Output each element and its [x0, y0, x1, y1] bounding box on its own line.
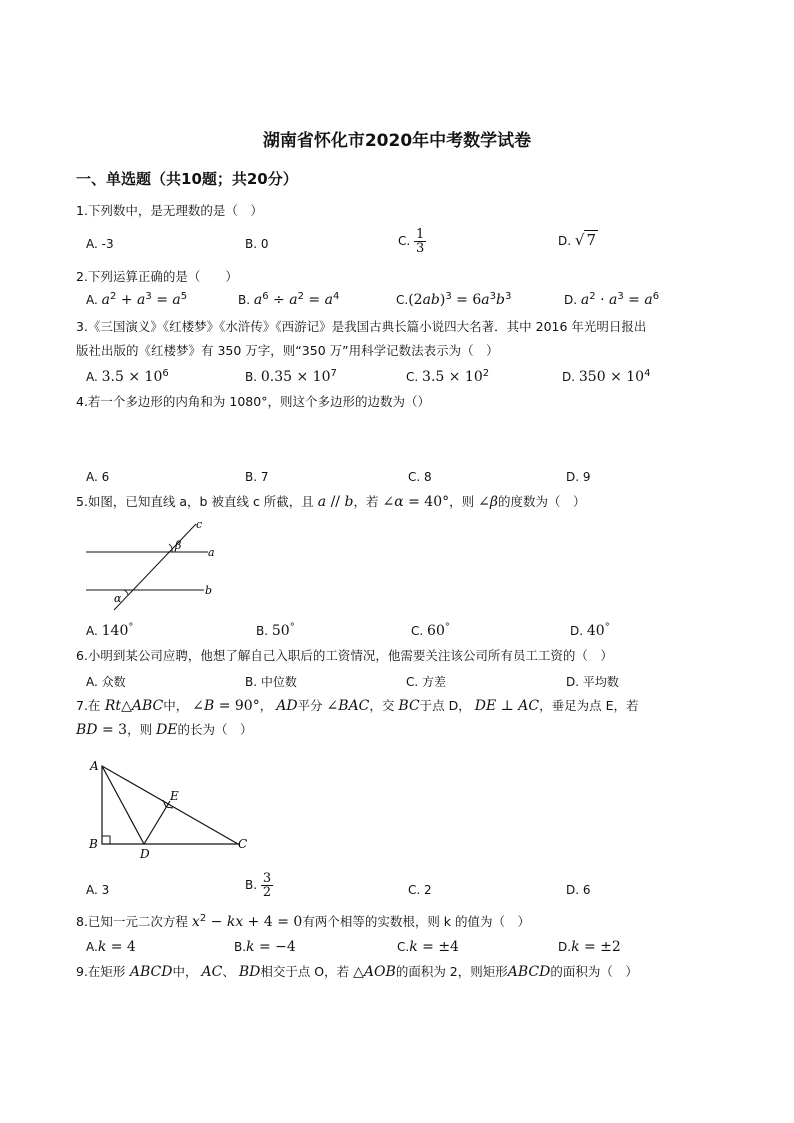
q1-option-a: A. -3	[86, 237, 114, 251]
q1-option-c	[398, 228, 426, 255]
question-9-stem: 9.在矩形 ABCD中， AC、 BD相交于点 O，若 △AOB的面积为 2，则矩形ABCD的面积为（ ）	[76, 964, 638, 980]
q7-option-d: D. 6	[566, 883, 591, 897]
q2-option-c: $C.(2ab)^3 = 6a^3b^3$	[396, 291, 512, 308]
question-8-stem: 8.已知一元二次方程 $x^2$ − kx + 4 = 0有两个相等的实数根，则 k 的值为（ ）	[76, 912, 530, 930]
fraction: $\frac{1}{3}$	[416, 227, 425, 256]
question-2-stem: 2.下列运算正确的是（ ）	[76, 269, 238, 284]
question-5-stem: 5.如图，已知直线 a，b 被直线 c 所截，且 a // b，若 ∠α = 40°，则 ∠β的度数为（ ）	[76, 494, 586, 510]
q1-option-d	[558, 232, 598, 249]
q1-option-c-label: C.	[398, 234, 411, 248]
label-beta: β	[175, 539, 182, 552]
q3-option-b: B. $0.35 \times 10^7$	[245, 368, 337, 385]
fraction: $\frac{3}{2}$	[262, 871, 272, 900]
label-C: C	[238, 837, 248, 851]
q2-option-d: D. $a^2 \cdot a^3 = a^6$	[564, 291, 660, 308]
parallel-lines-figure	[84, 518, 224, 612]
q8-option-b: B.k = −4	[234, 939, 296, 955]
q4-option-c: C. 8	[408, 470, 432, 484]
q1-option-b: B. 0	[245, 237, 269, 251]
q5-option-d: D. 40°	[570, 622, 610, 639]
label-E: E	[170, 789, 179, 803]
page-title: 湖南省怀化市2020年中考数学试卷	[262, 131, 532, 151]
q8-option-c: C.k = ±4	[397, 939, 459, 955]
q2-option-b: B. $a^6 \div a^2 = a^4$	[238, 291, 340, 308]
label-B: B	[89, 837, 98, 851]
label-a: a	[208, 546, 215, 559]
q6-option-d: D. 平均数	[566, 675, 619, 689]
q6-option-b: B. 中位数	[245, 675, 297, 689]
question-7-stem-line1: 7.在 Rt△ABC中， ∠B = 90°， AD平分 ∠BAC，交 BC于点 D， DE ⊥ AC，垂足为点 E，若	[76, 698, 639, 714]
q3-option-c: C. $3.5 \times 10^2$	[406, 368, 490, 385]
q7-option-a: A. 3	[86, 883, 110, 897]
q7-option-b: B. $\frac{3}{2}$	[245, 871, 272, 900]
label-c: c	[196, 518, 203, 531]
section-heading: 一、单选题（共10题；共20分）	[76, 170, 298, 188]
question-6-stem: 6.小明到某公司应聘，他想了解自己入职后的工资情况，他需要关注该公司所有员工工资的（ ）	[76, 648, 613, 663]
q3-option-d: D. $350 \times 10^4$	[562, 368, 651, 385]
q4-option-a: A. 6	[86, 470, 110, 484]
q6-option-a: A. 众数	[86, 675, 126, 689]
question-7-stem-line2: BD = 3，则 DE的长为（ ）	[76, 722, 253, 738]
q8-option-a: A.k = 4	[86, 939, 136, 955]
line-c	[114, 524, 196, 610]
question-4-stem: 4.若一个多边形的内角和为 1080°，则这个多边形的边数为（）	[76, 394, 430, 409]
right-angle-b	[102, 836, 110, 844]
triangle-figure	[84, 756, 254, 860]
question-3-stem-line2: 版社出版的《红楼梦》有 350 万字，则“350 万”用科学记数法表示为（ ）	[76, 343, 499, 358]
q3-option-a: A. $3.5 \times 10^6$	[86, 368, 169, 385]
q1-option-d-label: D.	[558, 234, 572, 248]
question-1-stem: 1.下列数中，是无理数的是（ ）	[76, 203, 263, 218]
q7-option-c: C. 2	[408, 883, 432, 897]
q5-option-b: B. 50°	[256, 622, 295, 639]
angle-alpha-arc	[124, 590, 128, 595]
label-b: b	[205, 584, 213, 597]
q5-option-a: A. 140°	[86, 622, 134, 639]
q4-option-b: B. 7	[245, 470, 269, 484]
q5-option-c: C. 60°	[411, 622, 450, 639]
q6-option-c: C. 方差	[406, 675, 447, 689]
question-3-stem-line1: 3.《三国演义》《红楼梦》《水浒传》《西游记》是我国古典长篇小说四大名著．其中 2016 年光明日报出	[76, 319, 647, 334]
q2-option-a: A. $a^2 + a^3 = a^5$	[86, 291, 188, 308]
square-root: √ 7	[574, 231, 596, 249]
q4-option-d: D. 9	[566, 470, 591, 484]
q8-option-d: D.k = ±2	[558, 939, 621, 955]
label-alpha: α	[114, 592, 122, 605]
label-D: D	[140, 847, 150, 860]
label-A: A	[90, 759, 99, 773]
